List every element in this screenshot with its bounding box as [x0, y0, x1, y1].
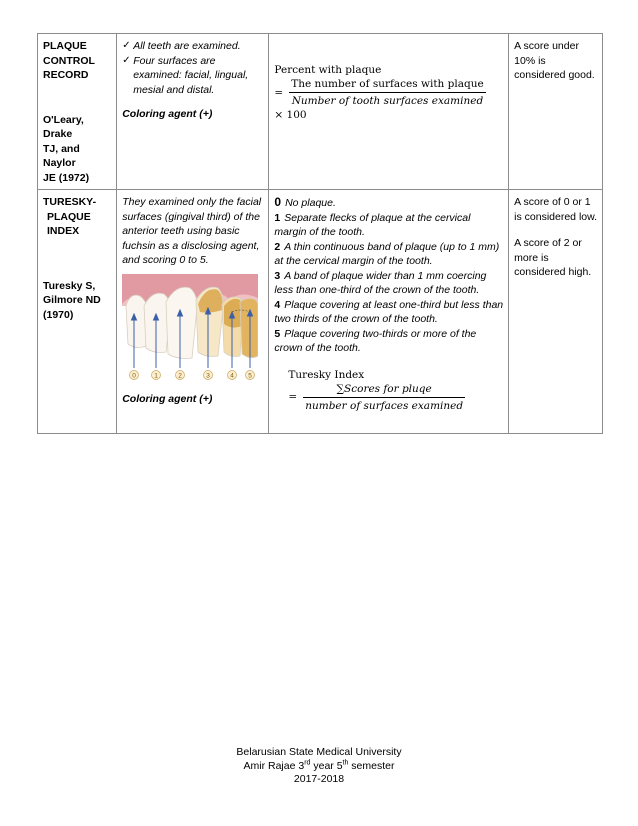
teeth-illustration [122, 274, 258, 382]
score-level: 5 Plaque covering two-thirds or more of the crown of the tooth. [274, 327, 477, 354]
footer-year: 2017-2018 [293, 773, 345, 785]
check-icon: ✓ [122, 40, 131, 51]
tooth-shape [240, 298, 258, 357]
method-cell [117, 190, 269, 434]
score-cell: A score of 0 or 1 is considered low. A score of 2 or more is considered high. [509, 190, 603, 434]
index-title: PLAQUE CONTROL RECORD [43, 40, 95, 81]
plaque-formula: Percent with plaque = $\frac{\text{The number of surfaces with plaque}}{\text{Number of tooth surfaces examined}}$ × 100 [274, 64, 484, 121]
tooth-shape [166, 287, 197, 358]
score-label: 5 [248, 371, 253, 379]
score-level: 3 A band of plaque wider than 1 mm coercing less than one-third of the crown of the tooth. [274, 269, 487, 296]
score-level: 2 A thin continuous band of plaque (up to 1 mm) at the cervical margin of the tooth. [274, 240, 500, 267]
index-name-cell [38, 34, 117, 190]
method-cell [117, 34, 269, 190]
score-label: 2 [178, 371, 183, 379]
index-name-cell [38, 190, 117, 434]
coloring-agent: Coloring agent (+) [122, 392, 213, 405]
score-level: 4 Plaque covering at least one-third but less than two thirds of the crown of the tooth. [274, 298, 504, 325]
page-footer [0, 746, 638, 787]
list-item: ✓ All teeth are examined. [122, 40, 241, 52]
check-icon: ✓ [122, 54, 131, 66]
formula-cell [269, 34, 509, 190]
score-level: 0 No plaque. [274, 195, 336, 209]
index-authors: O'Leary, Drake TJ, and Naylor JE (1972) [43, 113, 90, 184]
table-row [38, 190, 603, 434]
footer-university: Belarusian State Medical University [236, 746, 402, 758]
index-authors: Turesky S, Gilmore ND (1970) [43, 279, 101, 321]
coloring-agent: Coloring agent (+) [122, 108, 213, 120]
score-label: 0 [132, 371, 137, 379]
plaque-index-table [37, 33, 603, 434]
method-list [122, 39, 264, 97]
score-cell: A score under 10% is considered good. [509, 34, 603, 190]
criteria-cell [269, 190, 509, 434]
score-label: 4 [230, 371, 235, 379]
index-title: TURESKY- PLAQUE INDEX [43, 196, 97, 237]
table-row [38, 34, 603, 190]
score-label: 3 [206, 371, 211, 379]
footer-author: Amir Rajae 3rd year 5th semester [243, 759, 395, 772]
score-level: 1 Separate flecks of plaque at the cervical margin of the tooth. [274, 211, 471, 238]
score-label: 1 [154, 371, 159, 379]
method-text: They examined only the facial surfaces (gingival third) of the anterior teeth using basic fuchsin as a disclosing agent, and scoring 0 to 5. [122, 196, 262, 266]
turesky-formula: Turesky Index = $\frac{\text{∑Scores for pluqe}}{\text{number of surfaces examined}}$ [288, 368, 464, 412]
list-item: ✓ Four surfaces are examined: facial, lingual, mesial and distal. [122, 54, 249, 96]
